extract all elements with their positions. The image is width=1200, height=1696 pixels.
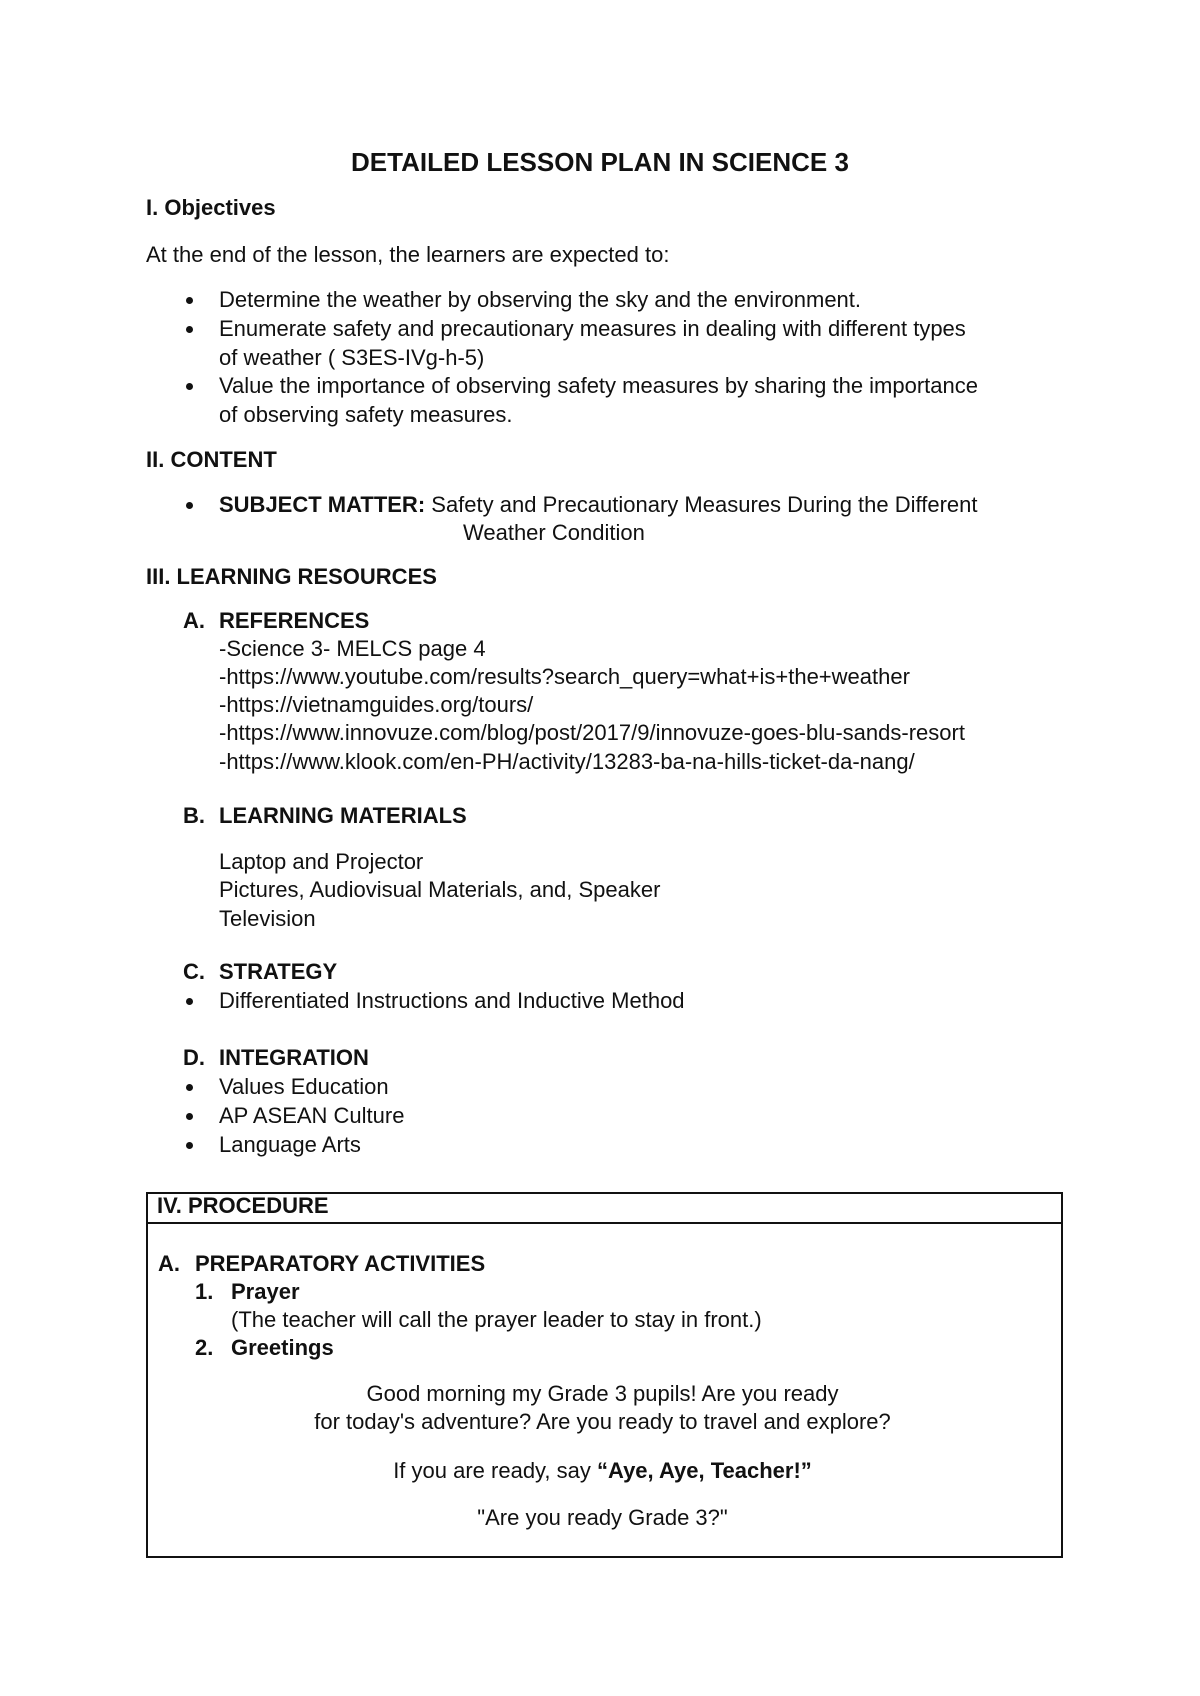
- step-number: 2.: [195, 1335, 214, 1360]
- strategy-heading: STRATEGY: [219, 959, 338, 984]
- material-item: Pictures, Audiovisual Materials, and, Speaker: [219, 877, 661, 902]
- materials-heading: LEARNING MATERIALS: [219, 803, 467, 828]
- resources-heading: III. LEARNING RESOURCES: [146, 564, 437, 589]
- greeting-line: for today's adventure? Are you ready to travel and explore?: [314, 1409, 891, 1434]
- material-item: Laptop and Projector: [219, 849, 424, 874]
- objective-item: Value the importance of observing safety measures by sharing the importance: [219, 373, 978, 398]
- integration-item: AP ASEAN Culture: [219, 1103, 405, 1128]
- references-heading: REFERENCES: [219, 608, 370, 633]
- reference-item: -https://www.innovuze.com/blog/post/2017/9/innovuze-goes-blu-sands-resort: [219, 720, 965, 745]
- greeting-line: Good morning my Grade 3 pupils! Are you ready: [366, 1381, 839, 1406]
- materials-letter: B.: [183, 803, 205, 828]
- references-letter: A.: [183, 608, 205, 633]
- ready-line: [146, 1457, 1059, 1485]
- reference-item: -https://vietnamguides.org/tours/: [219, 692, 534, 717]
- integration-item: Values Education: [219, 1074, 389, 1099]
- objectives-heading: I. Objectives: [146, 195, 276, 220]
- objective-item-continued: of observing safety measures.: [219, 402, 513, 427]
- subject-matter-label: SUBJECT MATTER:: [219, 492, 426, 517]
- step-prayer-note: (The teacher will call the prayer leader to stay in front.): [231, 1307, 762, 1332]
- integration-heading: INTEGRATION: [219, 1045, 369, 1070]
- subject-matter-value-continued: Weather Condition: [463, 520, 645, 545]
- subject-matter-value: Safety and Precautionary Measures During the Different: [425, 492, 978, 517]
- step-greetings-label: Greetings: [231, 1335, 334, 1360]
- step-prayer-label: Prayer: [231, 1279, 300, 1304]
- preparatory-letter: A.: [158, 1251, 180, 1276]
- integration-item: Language Arts: [219, 1132, 361, 1157]
- subject-matter-line: [219, 491, 978, 519]
- reference-item: -Science 3- MELCS page 4: [219, 636, 486, 661]
- objective-item: Determine the weather by observing the sky and the environment.: [219, 287, 862, 312]
- reference-item: -https://www.klook.com/en-PH/activity/13283-ba-na-hills-ticket-da-nang/: [219, 749, 915, 774]
- preparatory-heading: PREPARATORY ACTIVITIES: [195, 1251, 486, 1276]
- strategy-letter: C.: [183, 959, 205, 984]
- objectives-intro: At the end of the lesson, the learners are expected to:: [146, 242, 670, 267]
- reference-item: -https://www.youtube.com/results?search_query=what+is+the+weather: [219, 664, 910, 689]
- ready-response: “Aye, Aye, Teacher!”: [597, 1458, 812, 1483]
- ready-prefix: If you are ready, say: [393, 1458, 597, 1483]
- material-item: Television: [219, 906, 316, 931]
- document-title: DETAILED LESSON PLAN IN SCIENCE 3: [351, 147, 849, 177]
- objective-item-continued: of weather ( S3ES-IVg-h-5): [219, 345, 485, 370]
- objective-item: Enumerate safety and precautionary measures in dealing with different types: [219, 316, 966, 341]
- integration-letter: D.: [183, 1045, 205, 1070]
- step-number: 1.: [195, 1279, 214, 1304]
- procedure-heading: IV. PROCEDURE: [157, 1193, 329, 1218]
- strategy-item: Differentiated Instructions and Inductive Method: [219, 988, 685, 1013]
- ready-question: "Are you ready Grade 3?": [477, 1505, 728, 1530]
- content-heading: II. CONTENT: [146, 447, 277, 472]
